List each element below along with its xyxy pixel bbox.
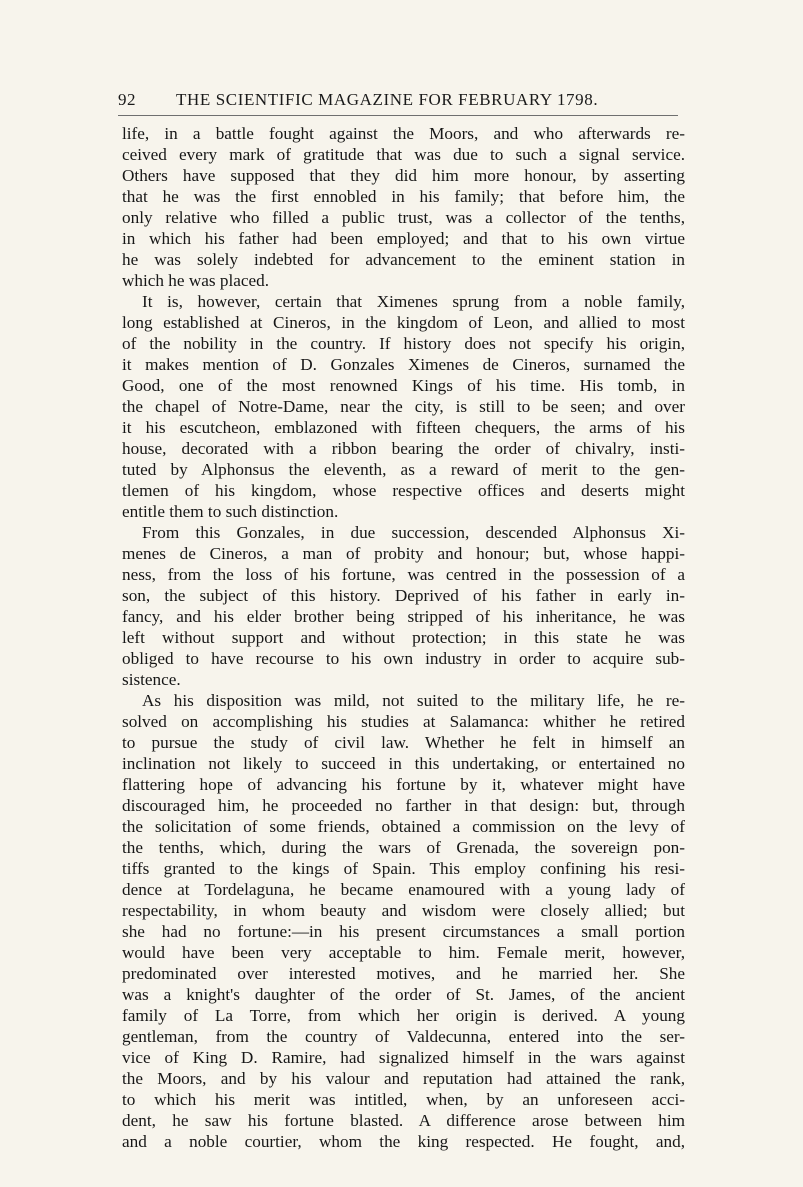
text-line: dent, he saw his fortune blasted. A difference arose between him [122,1111,685,1130]
text-line: menes de Cineros, a man of probity and honour; but, whose happi- [122,544,685,563]
text-line: to which his merit was intitled, when, by an unforeseen acci- [122,1090,685,1109]
text-line: it makes mention of D. Gonzales Ximenes de Cineros, surnamed the [122,355,685,374]
text-line: ness, from the loss of his fortune, was centred in the possession of a [122,565,685,584]
text-line: family of La Torre, from which her origin is derived. A young [122,1006,685,1025]
text-line: to pursue the study of civil law. Whether he felt in himself an [122,733,685,752]
text-line: flattering hope of advancing his fortune by it, whatever might have [122,775,685,794]
text-line: It is, however, certain that Ximenes sprung from a noble family, [142,292,685,311]
text-line: and a noble courtier, whom the king respected. He fought, and, [122,1132,685,1151]
text-line: he was solely indebted for advancement to the eminent station in [122,250,685,269]
text-line: left without support and without protection; in this state he was [122,628,685,647]
text-line: the chapel of Notre-Dame, near the city, is still to be seen; and over [122,397,685,416]
text-line: which he was placed. [122,271,269,290]
text-line: of the nobility in the country. If history does not specify his origin, [122,334,685,353]
text-line: son, the subject of this history. Deprived of his father in early in- [122,586,685,605]
text-line: that he was the first ennobled in his family; that before him, the [122,187,685,206]
text-line: life, in a battle fought against the Moors, and who afterwards re- [122,124,685,143]
text-line: As his disposition was mild, not suited to the military life, he re- [142,691,685,710]
text-line: predominated over interested motives, and he married her. She [122,964,685,983]
text-line: vice of King D. Ramire, had signalized himself in the wars against [122,1048,685,1067]
text-line: obliged to have recourse to his own industry in order to acquire sub- [122,649,685,668]
text-line: the Moors, and by his valour and reputation had attained the rank, [122,1069,685,1088]
text-line: tiffs granted to the kings of Spain. This employ confining his resi- [122,859,685,878]
running-title: THE SCIENTIFIC MAGAZINE FOR FEBRUARY 1798. [176,90,599,109]
text-line: the tenths, which, during the wars of Grenada, the sovereign pon- [122,838,685,857]
text-line: entitle them to such distinction. [122,502,339,521]
text-line: Good, one of the most renowned Kings of his time. His tomb, in [122,376,685,395]
text-line: it his escutcheon, emblazoned with fifteen chequers, the arms of his [122,418,685,437]
text-line: the solicitation of some friends, obtained a commission on the levy of [122,817,685,836]
header-rule [118,115,678,116]
page-number: 92 [118,90,136,109]
text-line: Others have supposed that they did him more honour, by asserting [122,166,685,185]
text-line: respectability, in whom beauty and wisdom were closely allied; but [122,901,685,920]
running-header [118,90,678,114]
text-line: From this Gonzales, in due succession, descended Alphonsus Xi- [142,523,685,542]
text-line: only relative who filled a public trust, was a collector of the tenths, [122,208,685,227]
text-line: tlemen of his kingdom, whose respective offices and deserts might [122,481,685,500]
text-line: would have been very acceptable to him. Female merit, however, [122,943,685,962]
text-line: discouraged him, he proceeded no farther in that design: but, through [122,796,685,815]
text-line: ceived every mark of gratitude that was due to such a signal service. [122,145,685,164]
article-body [122,123,685,1152]
text-line: long established at Cineros, in the kingdom of Leon, and allied to most [122,313,685,332]
text-line: gentleman, from the country of Valdecunna, entered into the ser- [122,1027,685,1046]
text-line: house, decorated with a ribbon bearing the order of chivalry, insti- [122,439,685,458]
text-line: in which his father had been employed; and that to his own virtue [122,229,685,248]
text-line: sistence. [122,670,181,689]
text-line: dence at Tordelaguna, he became enamoured with a young lady of [122,880,685,899]
text-line: fancy, and his elder brother being stripped of his inheritance, he was [122,607,685,626]
text-line: solved on accomplishing his studies at Salamanca: whither he retired [122,712,685,731]
text-line: tuted by Alphonsus the eleventh, as a reward of merit to the gen- [122,460,685,479]
text-line: inclination not likely to succeed in this undertaking, or entertained no [122,754,685,773]
text-line: was a knight's daughter of the order of St. James, of the ancient [122,985,685,1004]
text-line: she had no fortune:—in his present circumstances a small portion [122,922,685,941]
